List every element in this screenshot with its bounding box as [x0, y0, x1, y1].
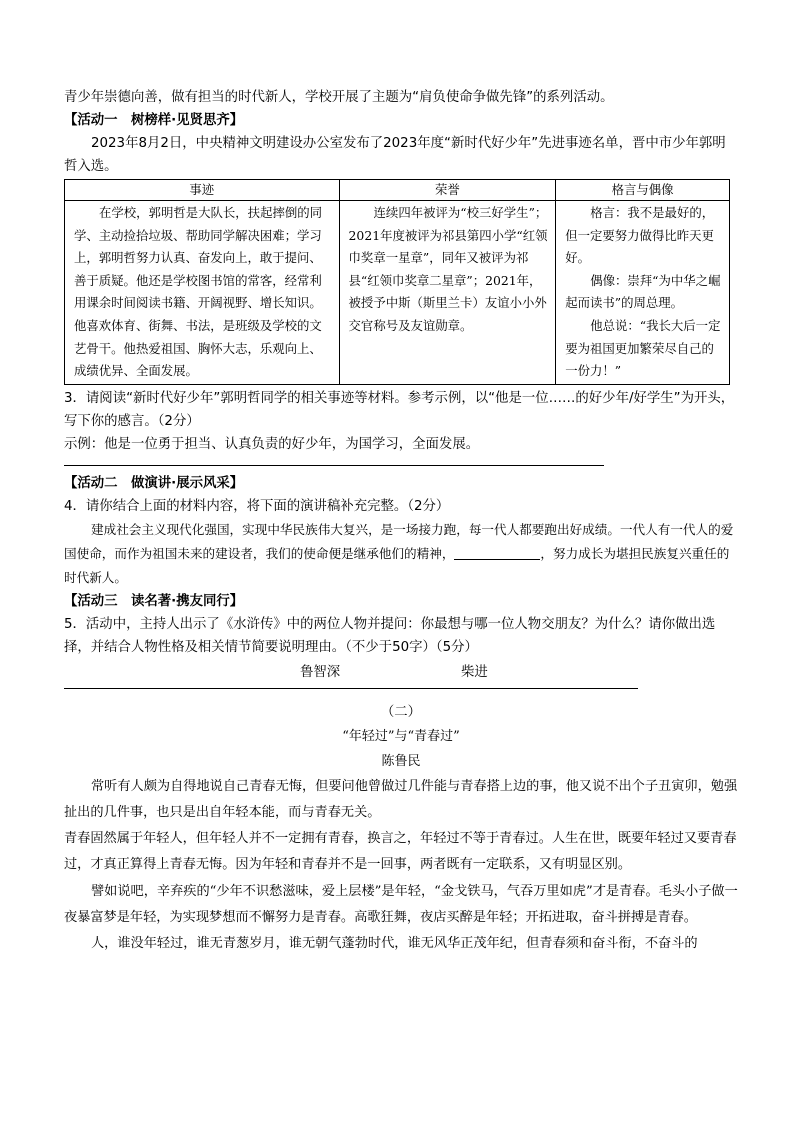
motto-text: 格言：我不是最好的，但一定要努力做得比昨天更好。: [565, 205, 715, 266]
essay-author: 陈鲁民: [381, 753, 421, 769]
activity3-heading: 【活动三 读名著·携友同行】: [64, 593, 244, 609]
header-motto-idol: 格言与偶像: [556, 180, 730, 201]
header-honors: 荣誉: [339, 180, 556, 201]
exam-page: [64, 86, 738, 957]
part2-number: （二）: [380, 704, 422, 720]
activity1-heading: 【活动一 树榜样·见贤思齐】: [64, 113, 244, 128]
speech-before: 建成社会主义现代化强国，实现中华民族伟大复兴，是一场接力跑，每一代人都要跑出好成绩。一代人有一代人的爱国使命，而作为祖国未来的建设者，我们的使命便是继承他们的精神，: [64, 521, 734, 561]
question-4: 4．请你结合上面的材料内容，将下面的演讲稿补充完整。（2分）: [64, 498, 450, 514]
essay-body: [64, 774, 738, 957]
question-3: 3．请阅读“新时代好少年”郭明哲同学的相关事迹等材料。参考示例，以“他是一位……的好少年/好学生”为开头，写下你的感言。（2分）: [64, 390, 735, 429]
choice-lu-zhishen: 鲁智深: [300, 664, 341, 680]
cell-honors: [339, 201, 556, 385]
honors-text: 连续四年被评为“校三好学生”；2021年度被评为祁县第四小学“红领巾奖章一星章”，同年又被评为祁县“红领巾奖章二星章”；2021年，被授予中斯（斯里兰卡）友谊小小外交官称号及友谊勋章。: [348, 205, 548, 333]
activity1-text: 2023年8月2日，中央精神文明建设办公室发布了2023年度“新时代好少年”先进事迹名单，晋中市少年郭明哲入选。: [64, 136, 726, 174]
header-deeds: 事迹: [65, 180, 340, 201]
speech-blank[interactable]: [454, 545, 540, 560]
activity2-heading: 【活动二 做演讲·展示风采】: [64, 475, 244, 491]
deeds-table: [64, 179, 730, 385]
answer-line-q3: [64, 456, 604, 466]
answer-line-q5: [64, 687, 638, 689]
essay-paragraph-1: 常听有人颇为自得地说自己青春无悔，但要问他曾做过几件能与青春搭上边的事，他又说不出个子丑寅卯，勉强扯出的几件事，也只是出自年轻本能，而与青春无关。: [64, 778, 738, 820]
essay-paragraph-3: 譬如说吧，辛弃疾的“少年不识愁滋味，爱上层楼”是年轻，“金戈铁马，气吞万里如虎”才是青春。毛头小子做一夜暴富梦是年轻，为实现梦想而不懈努力是青春。高歌狂舞，夜店买醉是年轻；开拓进取，奋斗拼搏是青春。: [64, 883, 738, 925]
speech-after: ，努力成长为堪担民族复兴重任的时代新人。: [64, 545, 730, 585]
essay-title: “年轻过”与“青春过”: [342, 728, 460, 744]
essay-paragraph-4: 人，谁没年轻过，谁无青葱岁月，谁无朝气蓬勃时代，谁无风华正茂年纪，但青春须和奋斗衔，不奋斗的: [91, 935, 698, 951]
essay-paragraph-2: 青春固然属于年轻人，但年轻人并不一定拥有青春，换言之，年轻过不等于青春过。人生在世，既要年轻过又要青春过，才真正算得上青春无悔。因为年轻和青春并不是一回事，两者既有一定联系，又有明显区别。: [64, 831, 737, 873]
character-choices: [64, 659, 738, 687]
cell-motto-idol: [556, 201, 730, 385]
example-answer: 示例：他是一位勇于担当、认真负责的好少年，为国学习，全面发展。: [64, 436, 480, 452]
speech-text: [64, 518, 738, 590]
quote-text: 他总说：“我长大后一定要为祖国更加繁荣尽自己的一份力！”: [565, 317, 721, 379]
cell-deeds: [65, 201, 340, 385]
question-5: 5．活动中，主持人出示了《水浒传》中的两位人物并提问：你最想与哪一位人物交朋友？为什么？请你做出选择，并结合人物性格及相关情节简要说明理由。（不少于50字）（5分）: [64, 616, 716, 655]
choice-chai-jin: 柴进: [461, 664, 488, 680]
deeds-text: 在学校，郭明哲是大队长，扶起摔倒的同学、主动捡拾垃圾、帮助同学解决困难；学习上，郭明哲努力认真、奋发向上，敢于提问、善于质疑。他还是学校图书馆的常客，经常利用课余时间阅读书籍、开阔视野、增长知识。他喜欢体育、街舞、书法，是班级及学校的文艺骨干。他热爱祖国、胸怀大志，乐观向上、成绩优异、全面发展。: [74, 205, 323, 379]
intro-text: 青少年崇德向善，做有担当的时代新人，学校开展了主题为“肩负使命争做先锋”的系列活动。: [64, 90, 614, 105]
idol-text: 偶像：崇拜“为中华之崛起而读书”的周总理。: [565, 272, 721, 311]
